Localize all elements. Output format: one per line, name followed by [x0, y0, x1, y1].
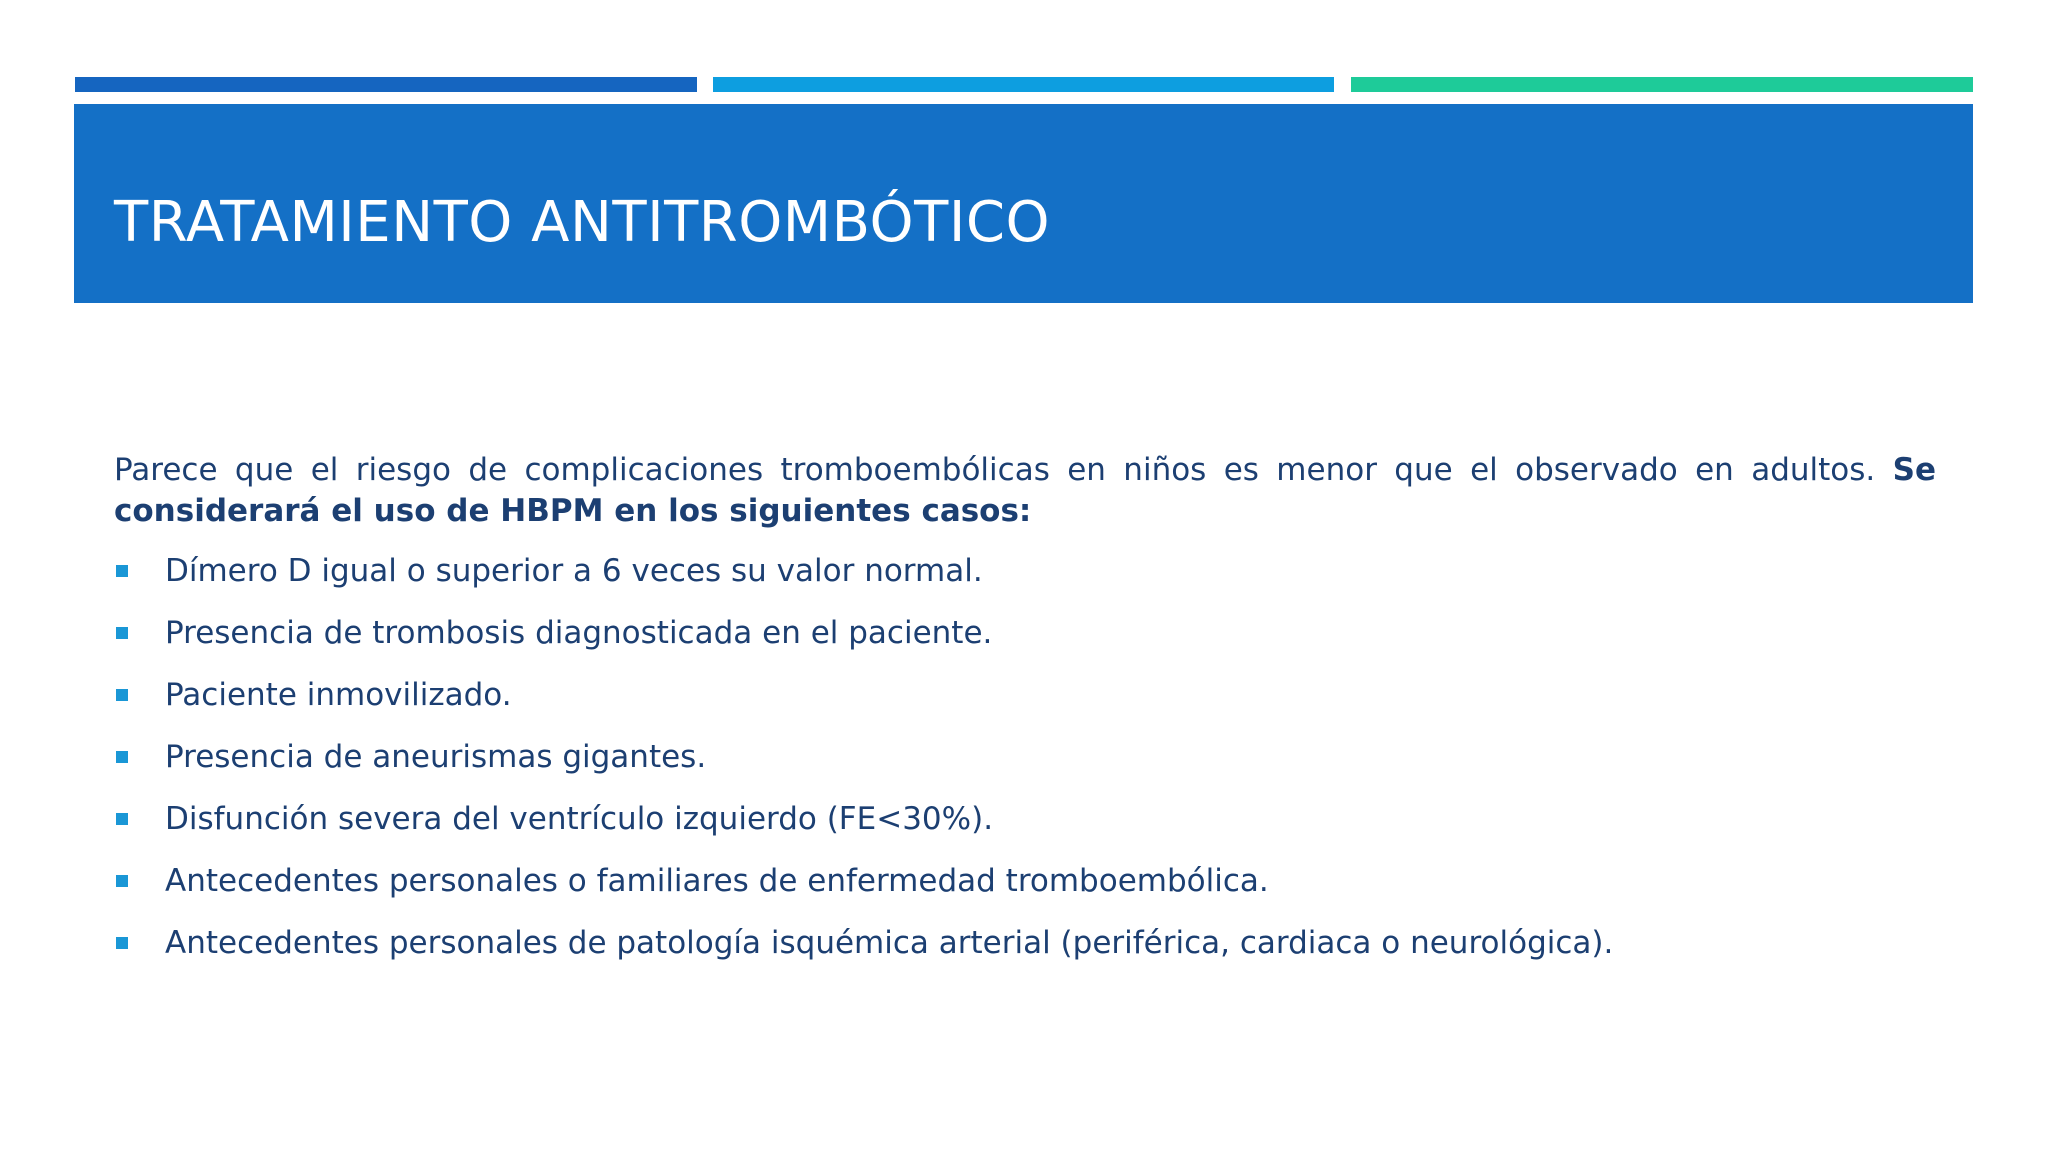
bullet-text: Paciente inmovilizado.	[165, 677, 512, 713]
intro-bold-text: Se considerará el uso de HBPM en los siguientes casos:	[114, 452, 1936, 529]
square-bullet-icon	[116, 627, 128, 639]
title-band	[74, 104, 1973, 303]
slide-content	[114, 450, 1936, 985]
slide-title: TRATAMIENTO ANTITROMBÓTICO	[114, 190, 1051, 255]
square-bullet-icon	[116, 689, 128, 701]
square-bullet-icon	[116, 751, 128, 763]
intro-paragraph	[114, 450, 1936, 532]
bullet-text: Presencia de aneurismas gigantes.	[165, 739, 707, 775]
intro-text: Parece que el riesgo de complicaciones tromboembólicas en niños es menor que el observado en adultos.	[114, 452, 1893, 488]
bullet-text: Antecedentes personales o familiares de enfermedad tromboembólica.	[165, 863, 1269, 899]
bullet-item	[114, 551, 1936, 592]
accent-bar-dark-blue	[75, 77, 697, 92]
square-bullet-icon	[116, 875, 128, 887]
bullet-list	[114, 551, 1936, 964]
bullet-item	[114, 675, 1936, 716]
bullet-item	[114, 613, 1936, 654]
bullet-item	[114, 799, 1936, 840]
bullet-text: Disfunción severa del ventrículo izquierdo (FE<30%).	[165, 801, 994, 837]
bullet-text: Presencia de trombosis diagnosticada en el paciente.	[165, 615, 993, 651]
square-bullet-icon	[116, 937, 128, 949]
bullet-item	[114, 737, 1936, 778]
bullet-text: Dímero D igual o superior a 6 veces su valor normal.	[165, 553, 983, 589]
bullet-item	[114, 861, 1936, 902]
square-bullet-icon	[116, 813, 128, 825]
square-bullet-icon	[116, 565, 128, 577]
bullet-item	[114, 923, 1936, 964]
accent-bar-light-blue	[713, 77, 1334, 92]
accent-bar-teal	[1351, 77, 1973, 92]
bullet-text: Antecedentes personales de patología isquémica arterial (periférica, cardiaca o neurológica).	[165, 925, 1614, 961]
